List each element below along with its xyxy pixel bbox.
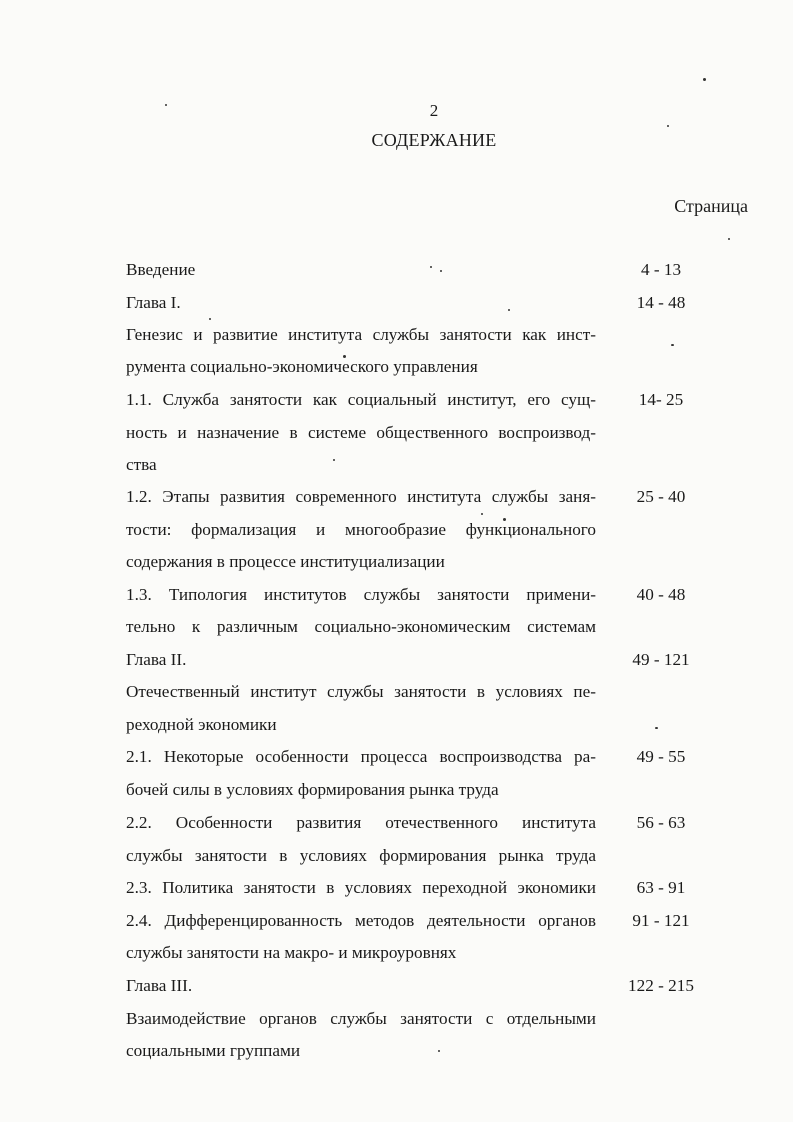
toc-row [126, 709, 726, 742]
toc-entry-text: ность и назначение в системе общественного воспроизвод- [126, 423, 596, 442]
toc-entry-text: 2.3. Политика занятости в условиях переходной экономики [126, 878, 596, 897]
toc-entry-text: тельно к различным социально-экономическим системам [126, 617, 596, 636]
toc-row [126, 937, 726, 970]
toc-entry-text: ства [126, 455, 157, 474]
toc-row [126, 676, 726, 709]
toc-row [126, 807, 726, 840]
scan-speck [728, 238, 730, 240]
toc-entry-pages: 49 - 121 [632, 650, 690, 669]
toc-row [126, 481, 726, 514]
toc-entry-text: 2.4. Дифференцированность методов деятельности органов [126, 911, 596, 930]
toc-row [126, 287, 726, 320]
toc-entry-text: Введение [126, 260, 196, 279]
toc-entry-text: Отечественный институт службы занятости в условиях пе- [126, 682, 596, 701]
toc-entry-text: службы занятости в условиях формирования рынка труда [126, 846, 596, 865]
toc-entry-text: тости: формализация и многообразие функционального [126, 520, 596, 539]
toc-row [126, 741, 726, 774]
toc-entry-pages: 91 - 121 [632, 911, 690, 930]
page-title: СОДЕРЖАНИЕ [371, 130, 497, 150]
toc-row [126, 1003, 726, 1036]
toc-entry-text: 1.2. Этапы развития современного института службы заня- [126, 487, 596, 506]
toc-entry-pages: 25 - 40 [636, 487, 686, 506]
toc-entry-text: 2.1. Некоторые особенности процесса воспроизводства ра- [126, 747, 596, 766]
toc-entry-text: 2.2. Особенности развития отечественного института [126, 813, 596, 832]
toc-entry-pages: 40 - 48 [636, 585, 686, 604]
toc-row [126, 611, 726, 644]
toc-entry-text: Генезис и развитие института службы занятости как инст- [126, 325, 596, 344]
toc-entry-text: Глава II. [126, 650, 187, 669]
toc-entry-text: Глава I. [126, 293, 181, 312]
toc-row [126, 546, 726, 579]
toc-row [126, 254, 726, 287]
toc-entry-pages: 14 - 48 [636, 293, 686, 312]
toc-entry-pages: 63 - 91 [636, 878, 686, 897]
scan-speck [703, 78, 706, 81]
toc-row [126, 1035, 726, 1068]
toc-row [126, 905, 726, 938]
toc-entry-text: содержания в процессе институциализации [126, 552, 445, 571]
toc-row [126, 351, 726, 384]
toc-entry-text: Взаимодействие органов службы занятости с отдельными [126, 1009, 596, 1028]
toc-row [126, 644, 726, 677]
toc-row [126, 417, 726, 450]
toc-row [126, 384, 726, 417]
toc-row [126, 970, 726, 1003]
toc-row [126, 319, 726, 352]
toc-entry-text: социальными группами [126, 1041, 301, 1060]
scan-speck [667, 125, 669, 127]
toc-entry-text: реходной экономики [126, 715, 277, 734]
toc-row [126, 840, 726, 873]
toc-entry-text: румента социально-экономического управления [126, 357, 478, 376]
toc-row [126, 872, 726, 905]
toc-row [126, 579, 726, 612]
toc-entry-text: бочей силы в условиях формирования рынка труда [126, 780, 499, 799]
toc-entry-text: 1.1. Служба занятости как социальный институт, его сущ- [126, 390, 596, 409]
toc-entry-pages: 56 - 63 [636, 813, 686, 832]
toc-entry-pages: 14- 25 [638, 390, 684, 409]
toc-entry-text: службы занятости на макро- и микроуровнях [126, 943, 457, 962]
toc-row [126, 774, 726, 807]
page-number: 2 [429, 101, 439, 120]
toc-entry-text: 1.3. Типология институтов службы занятости примени- [126, 585, 596, 604]
toc-row [126, 514, 726, 547]
toc-row [126, 449, 726, 482]
page-column-header: Страница [674, 196, 748, 216]
toc-entry-pages: 4 - 13 [640, 260, 682, 279]
toc-entry-pages: 49 - 55 [636, 747, 686, 766]
toc-entry-text: Глава III. [126, 976, 193, 995]
toc-entry-pages: 122 - 215 [628, 976, 694, 995]
